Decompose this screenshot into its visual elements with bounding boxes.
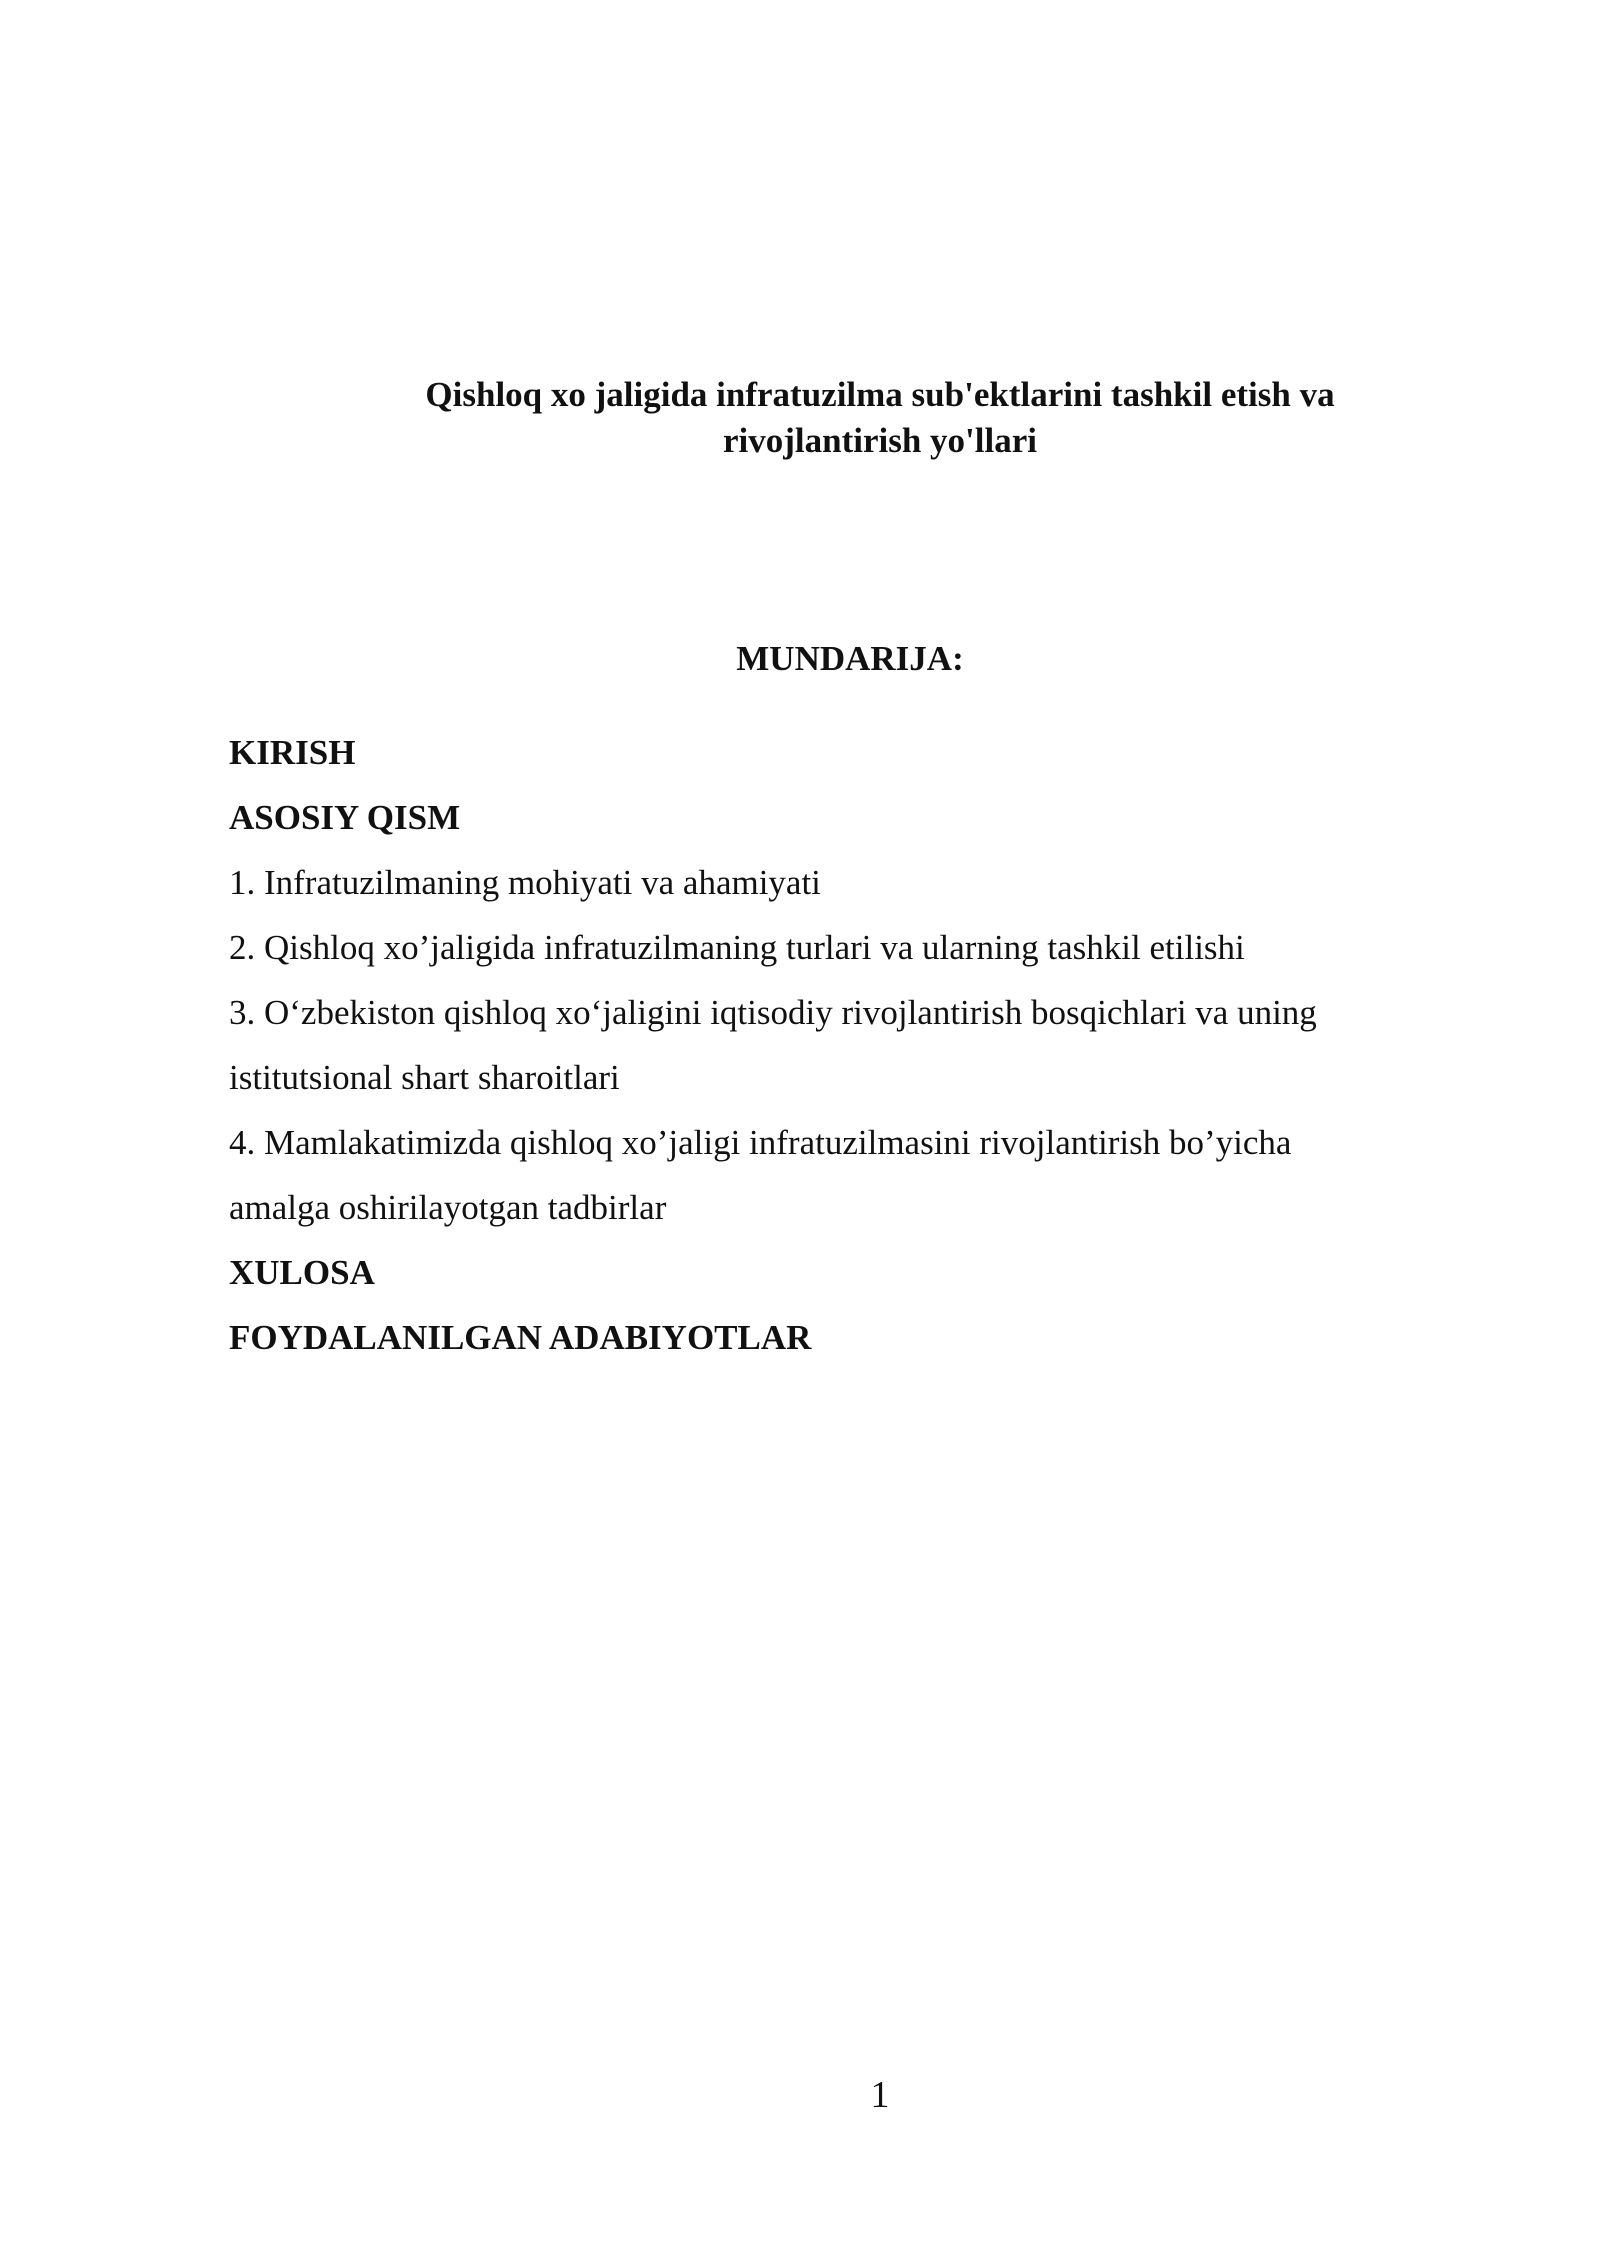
document-title-line-1: Qishloq xo jaligida infratuzilma sub'ektlarini tashkil etish va <box>425 375 1335 414</box>
table-of-contents <box>229 720 1429 1370</box>
toc-item-1: 1. Infratuzilmaning mohiyati va ahamiyati <box>229 863 821 902</box>
toc-item-4-line-1: 4. Mamlakatimizda qishloq xo’jaligi infratuzilmasini rivojlantirish bo’yicha <box>229 1123 1292 1162</box>
toc-item-2: 2. Qishloq xo’jaligida infratuzilmaning turlari va ularning tashkil etilishi <box>229 928 1245 967</box>
toc-item-main-part: ASOSIY QISM <box>229 798 461 837</box>
document-title-line-2: rivojlantirish yo'llari <box>722 421 1037 460</box>
toc-item-conclusion: XULOSA <box>229 1253 375 1292</box>
toc-item-4-line-2: amalga oshirilayotgan tadbirlar <box>229 1188 667 1227</box>
document-title <box>370 372 1390 464</box>
toc-item-references: FOYDALANILGAN ADABIYOTLAR <box>229 1318 812 1357</box>
toc-item-3-line-1: 3. O‘zbekiston qishloq xo‘jaligini iqtisodiy rivojlantirish bosqichlari va uning <box>229 993 1317 1032</box>
toc-heading: MUNDARIJA: <box>736 639 964 678</box>
toc-item-introduction: KIRISH <box>229 733 356 772</box>
toc-item-3-line-2: istitutsional shart sharoitlari <box>229 1058 620 1097</box>
page-number: 1 <box>870 2074 890 2116</box>
